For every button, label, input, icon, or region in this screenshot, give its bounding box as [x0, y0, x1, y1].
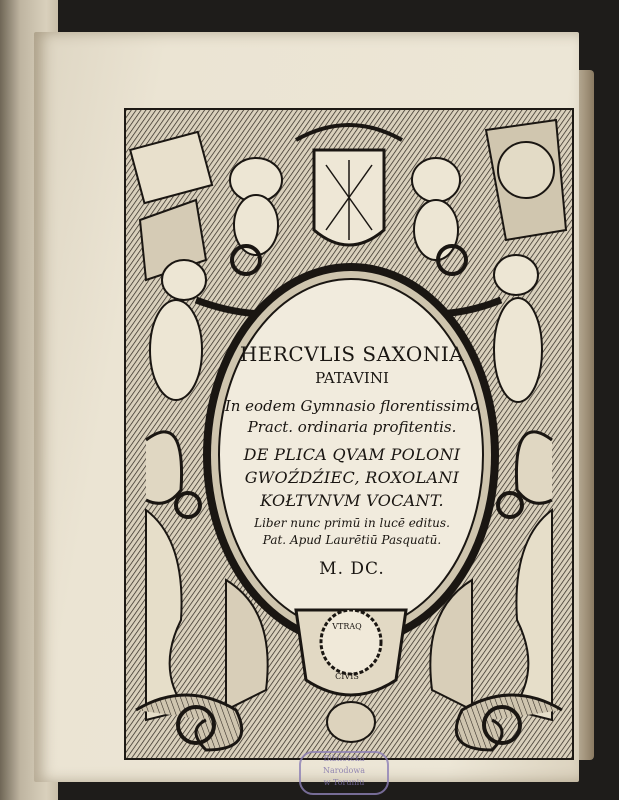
motto-bottom: CIVIS — [335, 672, 359, 681]
stamp-line-3: w Toruniu — [323, 778, 365, 787]
author-position-line-1: In eodem Gymnasio florentissimo — [224, 397, 480, 415]
imprint: Pat. Apud Laurētiū Pasquatū. — [262, 533, 442, 547]
author-origin: PATAVINI — [315, 369, 389, 387]
author-position-line-2: Pract. ordinaria profitentis. — [247, 418, 457, 436]
title-page — [34, 32, 579, 787]
engraved-frontispiece — [124, 108, 574, 760]
stamp-line-1: Biblioteka — [323, 754, 365, 763]
work-title-line-2: GWOŹDŹIEC, ROXOLANI — [244, 468, 460, 487]
library-stamp — [299, 751, 389, 795]
publication-year: M. DC. — [319, 559, 385, 579]
work-title-line-3: KOŁTVNVM VOCANT. — [260, 491, 444, 510]
stamp-line-2: Narodowa — [323, 766, 365, 775]
edition-note: Liber nunc primū in lucē editus. — [254, 516, 450, 530]
author-name: HERCVLIS SAXONIA — [239, 342, 465, 366]
motto-top: VTRAQ — [332, 622, 362, 631]
work-title-line-1: DE PLICA QVAM POLONI — [243, 445, 461, 464]
